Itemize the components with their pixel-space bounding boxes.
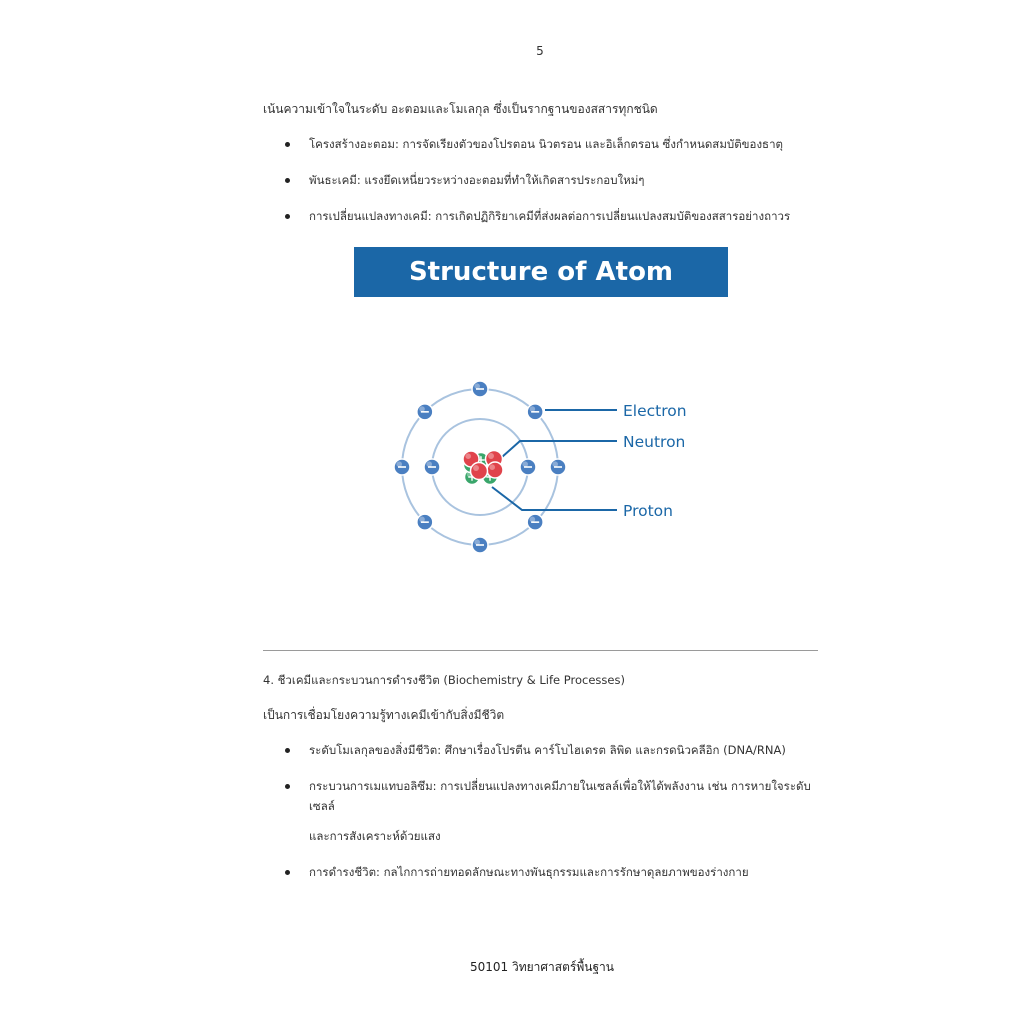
bullet-icon — [285, 142, 290, 147]
proton — [487, 462, 503, 478]
list-item-text: พันธะเคมี: แรงยึดเหนี่ยวระหว่างอะตอมที่ทำให้เกิดสารประกอบใหม่ๆ — [309, 173, 645, 187]
bullet-icon — [285, 784, 290, 789]
list-item — [283, 206, 828, 226]
bullet-icon — [285, 748, 290, 753]
list-item-text: ระดับโมเลกุลของสิ่งมีชีวิต: ศึกษาเรื่องโปรตีน คาร์โบไฮเดรต ลิพิด และกรดนิวคลีอิก (DNA/RNA) — [309, 743, 786, 757]
neutron-label: Neutron — [623, 433, 686, 451]
electron — [550, 459, 566, 475]
biochemistry-list — [283, 740, 828, 898]
intro-text: เน้นความเข้าใจในระดับ อะตอมและโมเลกุล ซึ่งเป็นรากฐานของสสารทุกชนิด — [263, 102, 658, 116]
section-heading: 4. ชีวเคมีและกระบวนการดำรงชีวิต (Biochemistry & Life Processes) — [263, 673, 625, 687]
list-item — [283, 134, 828, 154]
list-item-text: กระบวนการเมแทบอลิซึม: การเปลี่ยนแปลงทางเคมีภายในเซลล์เพื่อให้ได้พลังงาน เช่น การหายใจระดับเซลล์ — [309, 779, 811, 813]
list-item — [283, 740, 828, 760]
bullet-icon — [285, 214, 290, 219]
list-item — [283, 862, 828, 882]
section-divider — [263, 650, 818, 651]
list-item — [283, 776, 828, 846]
page-number: 5 — [536, 44, 544, 58]
proton — [471, 463, 488, 480]
electron — [394, 459, 410, 475]
electron — [472, 381, 488, 397]
bullet-icon — [285, 870, 290, 875]
bullet-icon — [285, 178, 290, 183]
electron — [520, 459, 536, 475]
proton-label: Proton — [623, 502, 673, 520]
electron — [424, 459, 440, 475]
section-intro: เป็นการเชื่อมโยงความรู้ทางเคมีเข้ากับสิ่งมีชีวิต — [263, 708, 505, 722]
atom-diagram — [380, 372, 720, 572]
list-item-text: การดำรงชีวิต: กลไกการถ่ายทอดลักษณะทางพันธุกรรมและการรักษาดุลยภาพของร่างกาย — [309, 865, 749, 879]
diagram-title-banner: Structure of Atom — [354, 247, 728, 297]
atom-concepts-list — [283, 134, 828, 242]
electron — [527, 404, 543, 420]
list-item-continuation: และการสังเคราะห์ด้วยแสง — [309, 829, 441, 843]
electron — [527, 514, 543, 530]
electron — [417, 404, 433, 420]
electron — [417, 514, 433, 530]
list-item-text: โครงสร้างอะตอม: การจัดเรียงตัวของโปรตอน นิวตรอน และอิเล็กตรอน ซึ่งกำหนดสมบัติของธาตุ — [309, 137, 784, 151]
page-footer: 50101 วิทยาศาสตร์พื้นฐาน — [470, 960, 614, 974]
list-item-text: การเปลี่ยนแปลงทางเคมี: การเกิดปฏิกิริยาเคมีที่ส่งผลต่อการเปลี่ยนแปลงสมบัติของสสารอย่างถาวร — [309, 209, 791, 223]
electron-label: Electron — [623, 402, 687, 420]
neutron-pointer-line — [502, 441, 617, 457]
list-item — [283, 170, 828, 190]
electron — [472, 537, 488, 553]
